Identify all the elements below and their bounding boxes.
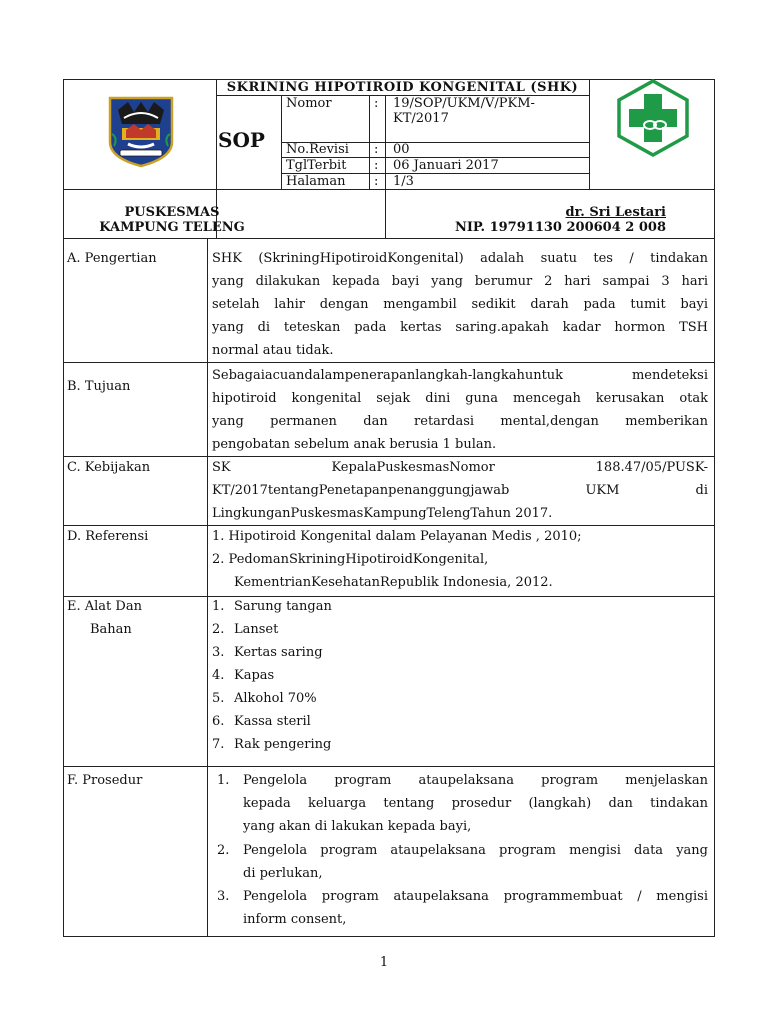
alat-item: 4. Kapas [212,668,275,683]
meta-value-nomor-2: KT/2017 [393,111,449,126]
section-alat-list [212,595,708,756]
meta-sep-nomor: : [374,96,379,111]
puskesmas-logo-icon [614,78,692,158]
signatory-name: dr. Sri Lestari [565,205,666,220]
referensi-item-continued: KementrianKesehatanRepublik Indonesia, 2012. [234,575,553,590]
org-name-line2: KAMPUNG TELENG [99,220,245,235]
section-alat-label-1: E. Alat Dan [67,599,142,614]
section-pengertian-text: SHK (SkriningHipotiroidKongenital) adalah suatu tes / tindakan yang dilakukan kepada bayi yang berumur 2 hari sampai 3 hari setelah lahir dengan mengambil sedikit darah pada tumit bayi yang di teteskan pada kertas saring.apakah kadar hormon TSH normal atau tidak. [212,251,708,358]
section-referensi-label: D. Referensi [67,529,149,544]
meta-value-terbit: 06 Januari 2017 [393,158,499,173]
org-row-bottom [63,238,715,239]
section-tujuan-text: Sebagaiacuandalampenerapanlangkah-langkahuntuk mendeteksi hipotiroid kongenital sejak dini guna mencegah kerusakan otak yang permanen dan retardasi mental,dengan memberikan pengobatan sebelum anak berusia 1 bulan. [212,368,708,452]
sop-label: SOP [218,128,265,152]
section-alat-label-2: Bahan [90,622,132,637]
section-prosedur-label: F. Prosedur [67,773,143,788]
regency-emblem-icon [104,94,178,168]
prosedur-step-1: Pengelola program ataupelaksana program menjelaskan kepada keluarga tentang prosedur (langkah) dan tindakan yang akan di lakukan kepada bayi, [243,773,708,834]
prosedur-step-1-num: 1. [217,773,230,788]
section-tujuan-label: B. Tujuan [67,379,131,394]
header-divider-right [589,79,590,189]
section-pengertian-label: A. Pengertian [67,251,157,266]
section-kebijakan-text: SK KepalaPuskesmasNomor 188.47/05/PUSK- KT/2017tentangPenetapanpenanggungjawab UKM di LingkunganPuskesmasKampungTelengTahun 2017. [212,460,708,521]
meta-value-halaman: 1/3 [393,174,414,189]
meta-label-nomor: Nomor [286,96,332,111]
alat-item: 7. Rak pengering [212,737,332,752]
meta-sep-revisi: : [374,142,379,157]
alat-item: 2. Lanset [212,622,279,637]
meta-value-nomor-1: 19/SOP/UKM/V/PKM- [393,96,535,111]
meta-label-halaman: Halaman [286,174,346,189]
page-number: 1 [379,955,389,970]
frame-right [714,79,715,936]
row-a-bottom [63,362,715,363]
body-label-col [207,238,208,936]
referensi-item: 2. PedomanSkriningHipotiroidKongenital, [212,552,489,567]
alat-item: 3. Kertas saring [212,645,323,660]
meta-value-revisi: 00 [393,142,410,157]
alat-item: 5. Alkohol 70% [212,691,317,706]
row-e-bottom [63,766,715,767]
referensi-item: 1. Hipotiroid Kongenital dalam Pelayanan Medis , 2010; [212,529,582,544]
prosedur-step-3-num: 3. [217,889,230,904]
header-bottom [63,189,715,190]
section-referensi-list [212,525,708,594]
frame-bottom [63,936,715,937]
meta-label-revisi: No.Revisi [286,142,349,157]
section-kebijakan-label: C. Kebijakan [67,460,151,475]
org-name-line1: PUSKESMAS [124,205,220,220]
alat-item: 1. Sarung tangan [212,599,332,614]
alat-item: 6. Kassa steril [212,714,311,729]
meta-sep-terbit: : [374,158,379,173]
meta-label-terbit: TglTerbit [286,158,347,173]
prosedur-step-2: Pengelola program ataupelaksana program mengisi data yang di perlukan, [243,843,708,881]
prosedur-step-2-num: 2. [217,843,230,858]
document-title: SKRINING HIPOTIROID KONGENITAL (SHK) [226,80,579,95]
meta-sep-halaman: : [374,174,379,189]
prosedur-step-3: Pengelola program ataupelaksana programmembuat / mengisi inform consent, [243,889,708,927]
signatory-nip: NIP. 19791130 200604 2 008 [454,220,666,235]
